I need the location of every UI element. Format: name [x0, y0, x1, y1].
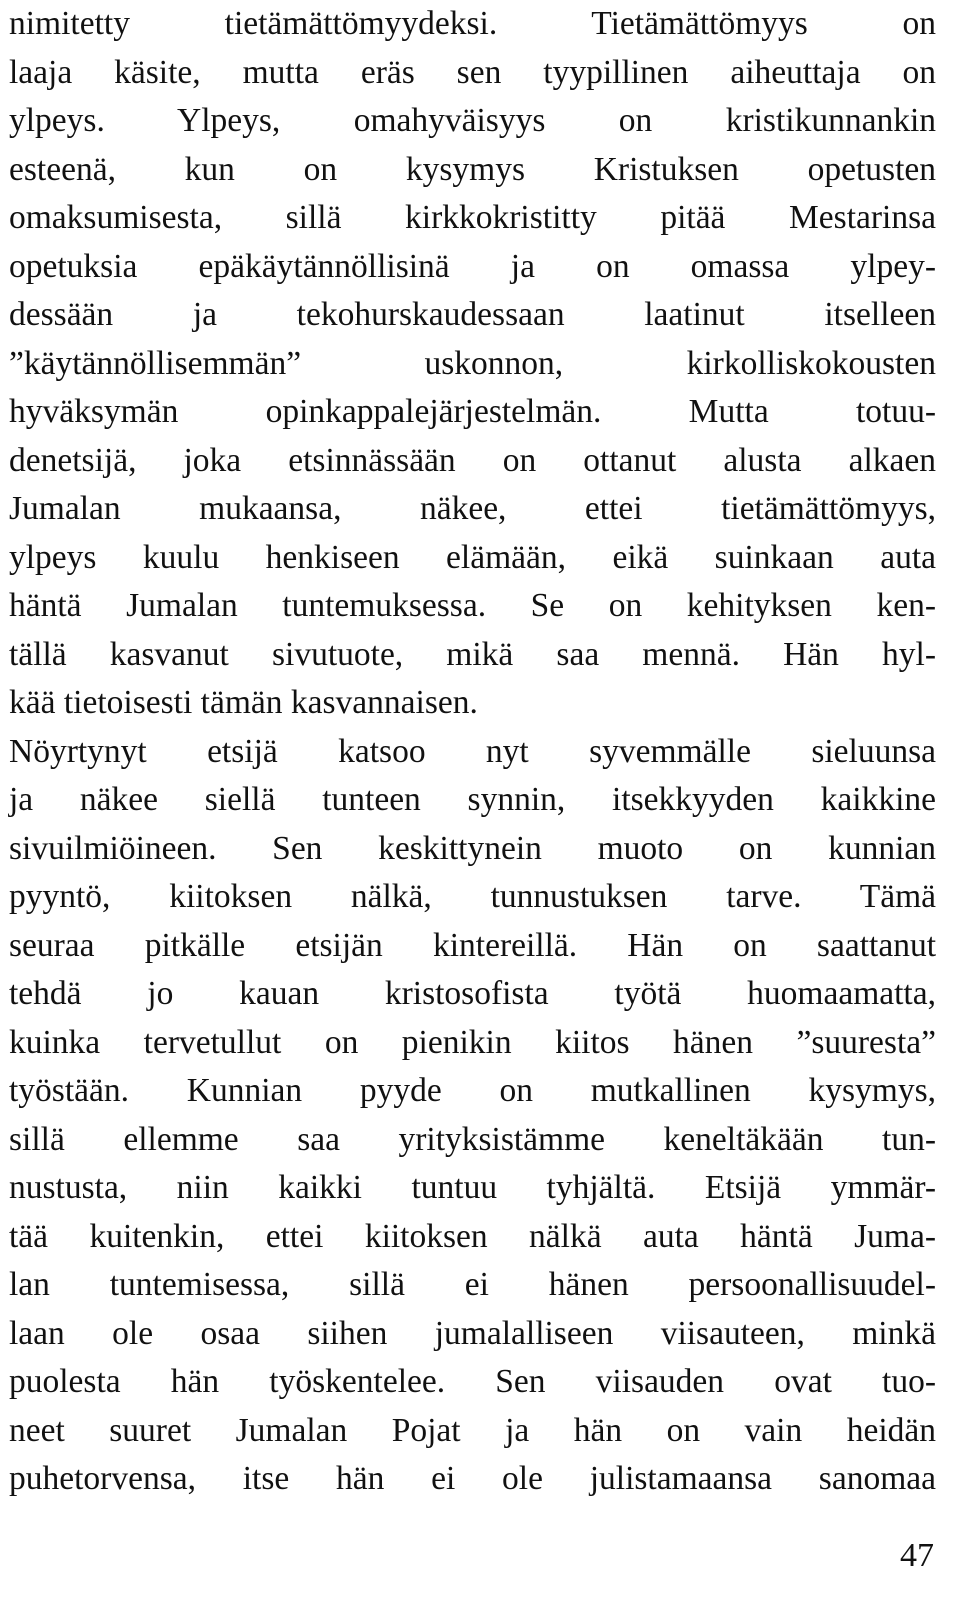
text-line: esteenä, kun on kysymys Kristuksen opetusten	[9, 150, 936, 188]
text-line: laaja käsite, mutta eräs sen tyypillinen aiheuttaja on	[9, 53, 936, 91]
document-body	[9, 0, 936, 1504]
text-line: laan ole osaa siihen jumalalliseen viisauteen, minkä	[9, 1314, 936, 1352]
text-line: tällä kasvanut sivutuote, mikä saa mennä. Hän hyl-	[9, 635, 936, 673]
text-line: ja näkee siellä tunteen synnin, itsekkyyden kaikkine	[9, 781, 936, 818]
text-line: puolesta hän työskentelee. Sen viisauden ovat tuo-	[9, 1363, 936, 1400]
text-line: opetuksia epäkäytännöllisinä ja on omassa ylpey-	[9, 247, 936, 285]
text-line: sillä ellemme saa yrityksistämme keneltäkään tun-	[9, 1120, 936, 1158]
text-line: pyyntö, kiitoksen nälkä, tunnustuksen tarve. Tämä	[9, 878, 936, 915]
text-line: neet suuret Jumalan Pojat ja hän on vain heidän	[9, 1411, 936, 1449]
text-line: kuinka tervetullut on pienikin kiitos hänen ”suuresta”	[9, 1023, 936, 1061]
text-line: tehdä jo kauan kristosofista työtä huomaamatta,	[9, 975, 936, 1012]
text-line: seuraa pitkälle etsijän kintereillä. Hän on saattanut	[9, 926, 936, 964]
paragraph-last-line: kää tietoisesti tämän kasvannaisen.	[9, 684, 478, 721]
text-line: häntä Jumalan tuntemuksessa. Se on kehityksen ken-	[9, 587, 936, 624]
page-number: 47	[900, 1537, 934, 1574]
text-line: nimitetty tietämättömyydeksi. Tietämättömyys on	[9, 5, 936, 42]
text-line: dessään ja tekohurskaudessaan laatinut itselleen	[9, 296, 936, 333]
text-line: denetsijä, joka etsinnässään on ottanut alusta alkaen	[9, 441, 936, 479]
text-line: omaksumisesta, sillä kirkkokristitty pitää Mestarinsa	[9, 199, 936, 236]
text-line: tää kuitenkin, ettei kiitoksen nälkä auta häntä Juma-	[9, 1217, 936, 1255]
paragraph-first-line: Nöyrtynyt etsijä katsoo nyt syvemmälle sieluunsa	[9, 732, 936, 770]
text-line: työstään. Kunnian pyyde on mutkallinen kysymys,	[9, 1072, 936, 1109]
text-line: ylpeys. Ylpeys, omahyväisyys on kristikunnankin	[9, 102, 936, 139]
text-line: ”käytännöllisemmän” uskonnon, kirkolliskokousten	[9, 344, 936, 382]
text-line: ylpeys kuulu henkiseen elämään, eikä suinkaan auta	[9, 538, 936, 576]
text-line: lan tuntemisessa, sillä ei hänen persoonallisuudel-	[9, 1266, 936, 1303]
text-line: hyväksymän opinkappalejärjestelmän. Mutta totuu-	[9, 393, 936, 430]
text-line: sivuilmiöineen. Sen keskittynein muoto on kunnian	[9, 829, 936, 867]
text-line: Jumalan mukaansa, näkee, ettei tietämättömyys,	[9, 490, 936, 527]
text-line: nustusta, niin kaikki tuntuu tyhjältä. Etsijä ymmär-	[9, 1169, 936, 1206]
text-line: puhetorvensa, itse hän ei ole julistamaansa sanomaa	[9, 1460, 936, 1497]
